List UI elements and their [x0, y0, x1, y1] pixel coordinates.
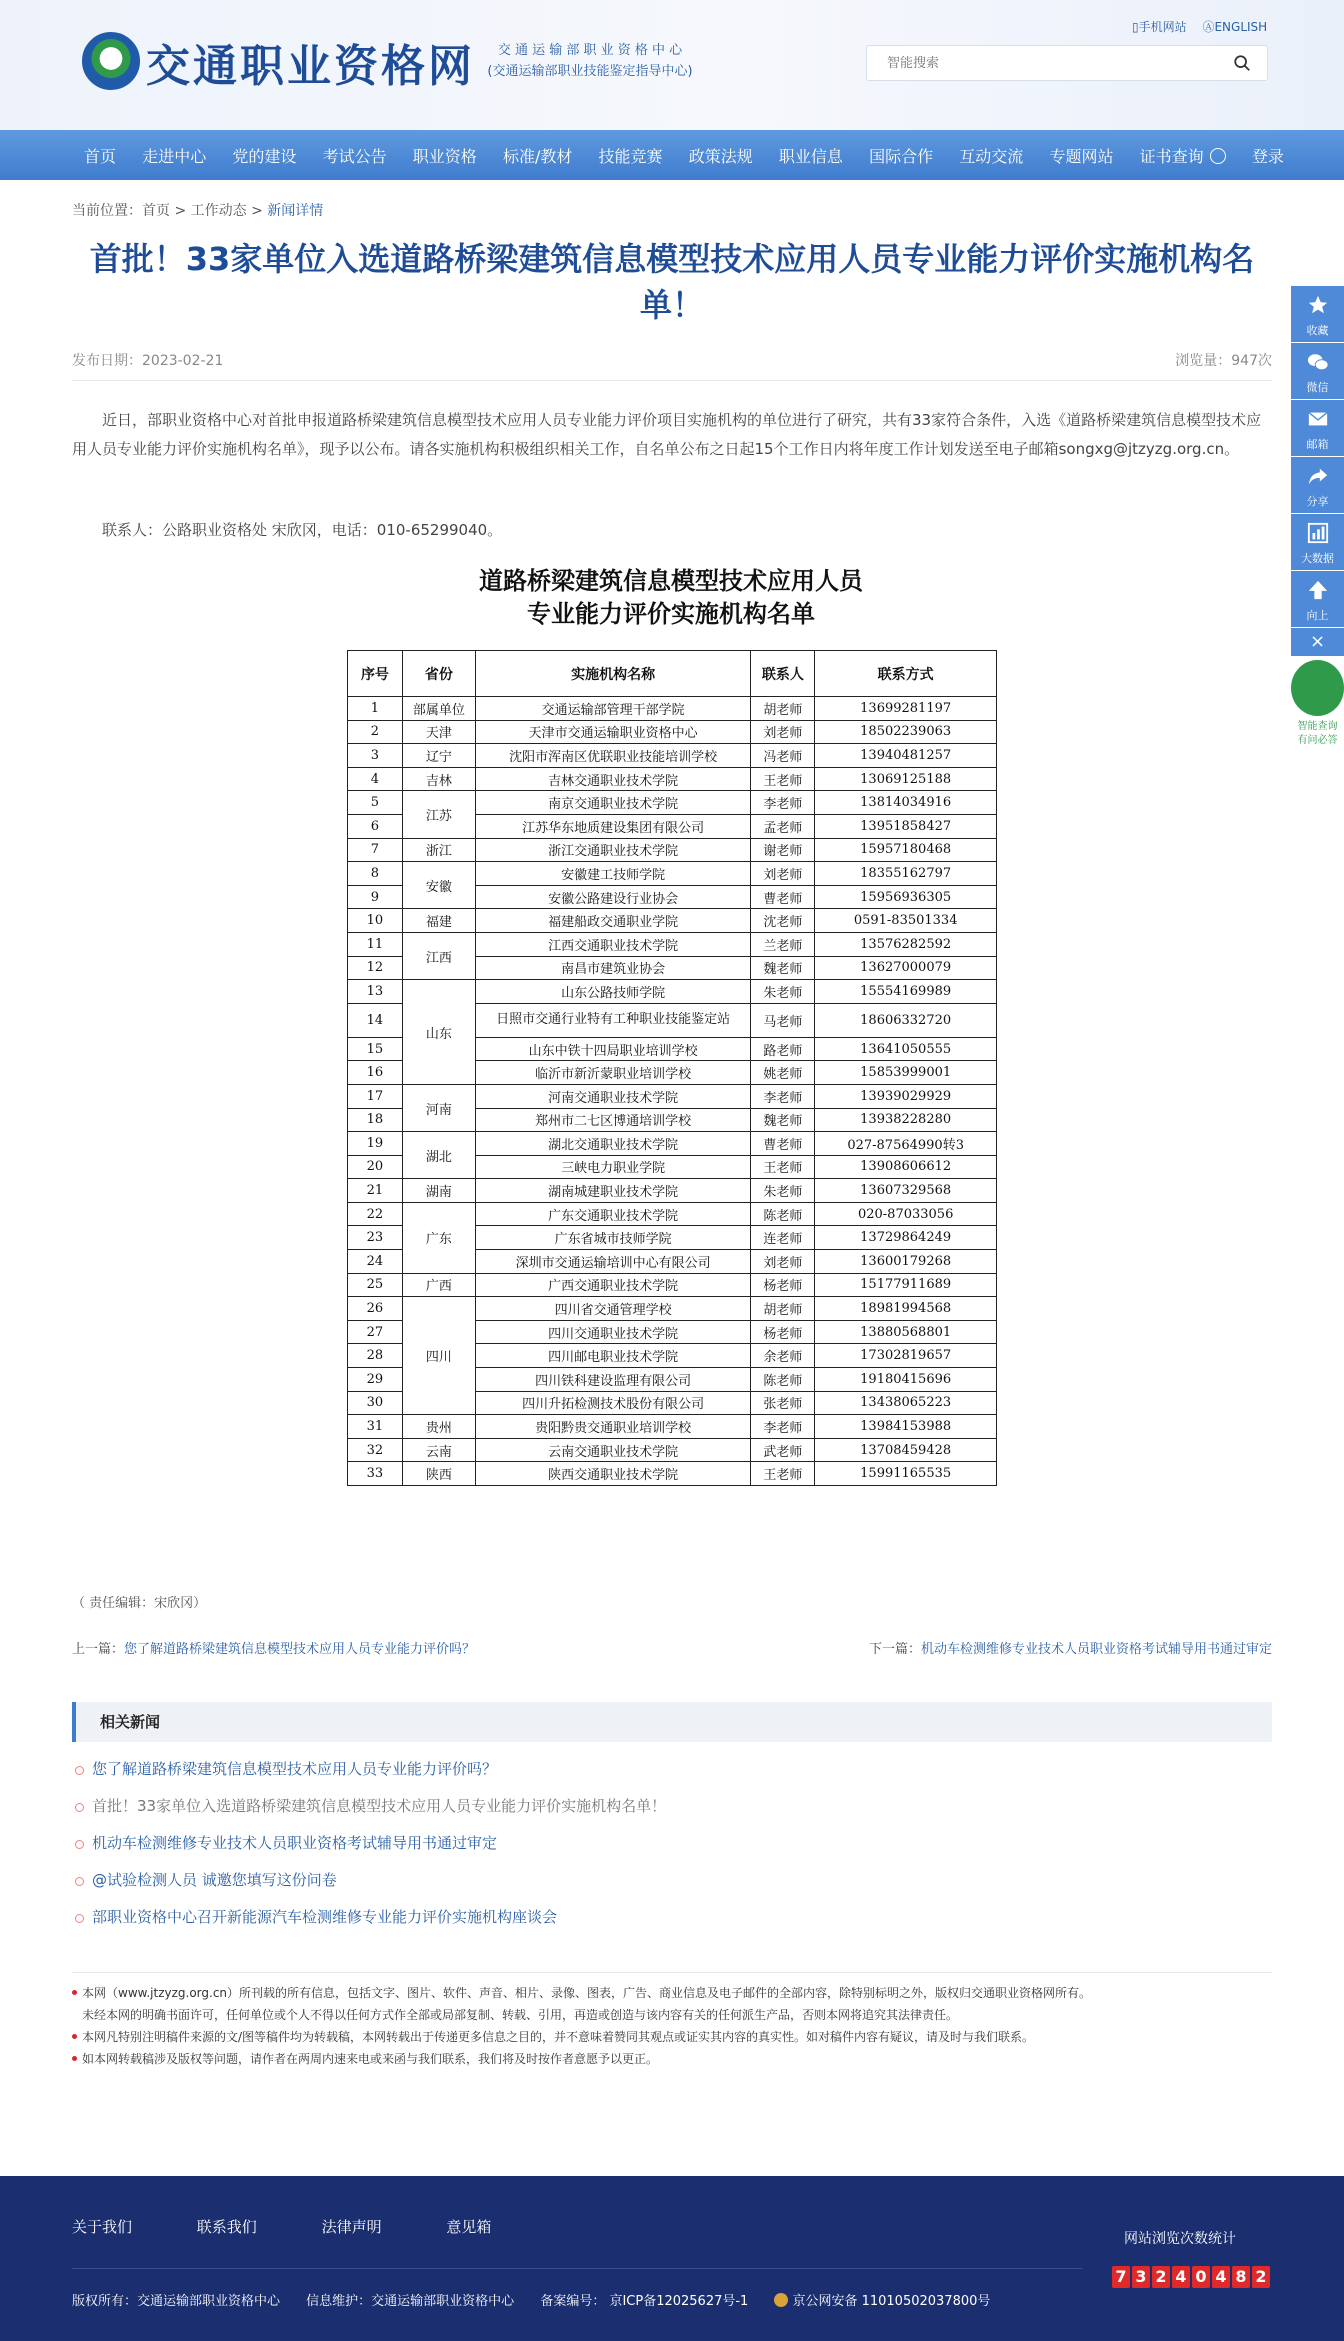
table-cell: 武老师: [751, 1438, 815, 1462]
article-paragraph: 近日，部职业资格中心对首批申报道路桥梁建筑信息模型技术应用人员专业能力评价项目实施机构的单位进行了研究，共有33家符合条件，入选《道路桥梁建筑信息模型技术应用人员专业能力评价实施机构名单》，现予以公布。请各实施机构积极组织相关工作，自名单公布之日起15个工作日内将年度工作计划发送至电子邮箱songxg@jtzyzg.org.cn。: [72, 411, 1262, 458]
info-maintainer: 信息维护：交通运输部职业资格中心: [306, 2294, 515, 2309]
view-count: 浏览量：947次: [1175, 353, 1272, 369]
table-cell: 27: [348, 1320, 403, 1344]
table-cell: 13576282592: [815, 932, 997, 956]
arrow-up-icon: [1307, 579, 1329, 601]
table-cell: 胡老师: [751, 697, 815, 721]
document-title-line-2: 专业能力评价实施机构名单: [527, 599, 815, 628]
table-cell: 11: [348, 932, 403, 956]
table-cell: 14: [348, 1003, 403, 1037]
next-article: [869, 1638, 1272, 1657]
table-cell: 路老师: [751, 1037, 815, 1061]
breadcrumb-current: 新闻详情: [267, 203, 324, 219]
table-row: [348, 1438, 997, 1462]
table-cell: 安徽建工技师学院: [475, 862, 751, 886]
institution-table: [347, 650, 997, 1486]
share-button[interactable]: [1291, 457, 1344, 513]
article-title: 首批！33家单位入选道路桥梁建筑信息模型技术应用人员专业能力评价实施机构名单！: [89, 240, 1255, 324]
contact-paragraph: 联系人：公路职业资格处 宋欣冈，电话：010-65299040。: [102, 521, 503, 539]
column-header: 实施机构名称: [475, 651, 751, 697]
search-input[interactable]: [867, 46, 1217, 80]
big-data-button[interactable]: [1291, 514, 1344, 570]
site-logo-title[interactable]: 交通职业资格网: [146, 41, 475, 92]
table-cell: 安徽公路建设行业协会: [475, 885, 751, 909]
table-cell: 陈老师: [751, 1368, 815, 1392]
notice-item: 本网（www.jtzyzg.org.cn）所刊载的所有信息，包括文字、图片、软件、声音、相片、录像、图表，广告、商业信息及电子邮件的全部内容，除特别标明之外，版权归交通职业资格网所有。: [72, 1982, 1272, 2004]
share-label: 分享: [1306, 495, 1329, 508]
table-cell: 13984153988: [815, 1415, 997, 1439]
table-cell: 广东交通职业技术学院: [475, 1202, 751, 1226]
table-body: [348, 697, 997, 1486]
table-cell: 南京交通职业技术学院: [475, 791, 751, 815]
table-cell: 马老师: [751, 1003, 815, 1037]
table-cell: 2: [348, 720, 403, 744]
table-cell: 沈老师: [751, 909, 815, 933]
table-cell: 广东省城市技师学院: [475, 1226, 751, 1250]
nav-item-info[interactable]: 职业信息: [778, 146, 843, 166]
mobile-site-link[interactable]: ▯手机网站: [1132, 20, 1187, 34]
table-cell: 13880568801: [815, 1320, 997, 1344]
footer-link-legal[interactable]: 法律声明: [321, 2218, 382, 2236]
table-cell: 曹老师: [751, 1132, 815, 1156]
table-cell: 王老师: [751, 1155, 815, 1179]
table-cell: 广东: [402, 1202, 475, 1273]
related-news-list: [72, 1758, 1272, 1943]
visit-stat-label: 网站浏览次数统计: [1124, 2231, 1236, 2247]
table-cell: 胡老师: [751, 1297, 815, 1321]
table-cell: 交通运输部管理干部学院: [475, 697, 751, 721]
table-cell: 江西: [402, 932, 475, 979]
document-title: [346, 564, 996, 630]
table-cell: 33: [348, 1462, 403, 1486]
table-cell: 浙江: [402, 838, 475, 862]
table-cell: 020-87033056: [815, 1202, 997, 1226]
related-news-item[interactable]: 机动车检测维修专业技术人员职业资格考试辅导用书通过审定: [72, 1832, 1272, 1869]
table-cell: 30: [348, 1391, 403, 1415]
table-cell: 13939029929: [815, 1084, 997, 1108]
counter-digit: 0: [1192, 2266, 1210, 2288]
search-box: [866, 45, 1268, 81]
table-cell: 辽宁: [402, 744, 475, 768]
table-cell: 连老师: [751, 1226, 815, 1250]
table-row: [348, 767, 997, 791]
site-footer: [0, 2176, 1344, 2341]
site-header: [0, 0, 1344, 130]
table-cell: 刘老师: [751, 1250, 815, 1274]
nav-item-certificate[interactable]: [1140, 144, 1226, 167]
table-cell: 深圳市交通运输培训中心有限公司: [475, 1250, 751, 1274]
favorite-label: 收藏: [1306, 324, 1329, 337]
table-cell: 17: [348, 1084, 403, 1108]
table-cell: 18355162797: [815, 862, 997, 886]
notice-item: 未经本网的明确书面许可，任何单位或个人不得以任何方式作全部或局部复制、转载、引用，再造或创造与该内容有关的任何派生产品，否则本网将追究其法律责任。: [82, 2008, 959, 2022]
previous-article: [72, 1638, 475, 1657]
table-cell: 吉林交通职业技术学院: [475, 767, 751, 791]
table-cell: 32: [348, 1438, 403, 1462]
table-cell: 13627000079: [815, 956, 997, 980]
user-icon: [1210, 148, 1226, 164]
next-article-link[interactable]: 机动车检测维修专业技术人员职业资格考试辅导用书通过审定: [920, 1642, 1272, 1657]
table-cell: 山东公路技师学院: [475, 980, 751, 1004]
table-cell: 王老师: [751, 1462, 815, 1486]
top-links: [1132, 18, 1279, 35]
table-row: [348, 862, 997, 886]
table-cell: 15177911689: [815, 1273, 997, 1297]
table-cell: 四川省交通管理学校: [475, 1297, 751, 1321]
table-cell: 江西交通职业技术学院: [475, 932, 751, 956]
english-link[interactable]: ⒶENGLISH: [1202, 20, 1268, 34]
table-cell: 郑州市二七区博通培训学校: [475, 1108, 751, 1132]
table-cell: 云南: [402, 1438, 475, 1462]
column-header: 序号: [348, 651, 403, 697]
table-row: [348, 1462, 997, 1486]
divider: [72, 380, 1272, 381]
nav-item-standards[interactable]: 标准/教材: [502, 146, 573, 166]
table-cell: 浙江交通职业技术学院: [475, 838, 751, 862]
table-cell: 13814034916: [815, 791, 997, 815]
smart-assistant[interactable]: [1291, 660, 1344, 748]
previous-article-link[interactable]: 您了解道路桥梁建筑信息模型技术应用人员专业能力评价吗？: [124, 1642, 476, 1657]
table-cell: 13438065223: [815, 1391, 997, 1415]
table-cell: 19180415696: [815, 1368, 997, 1392]
table-cell: 7: [348, 838, 403, 862]
table-cell: 13938228280: [815, 1108, 997, 1132]
table-cell: 山东中铁十四局职业培训学校: [475, 1037, 751, 1061]
breadcrumb-prefix: 当前位置：: [72, 203, 142, 219]
table-cell: 福建船政交通职业学院: [475, 909, 751, 933]
counter-digit: 3: [1132, 2266, 1150, 2288]
table-cell: 4: [348, 767, 403, 791]
table-cell: 13607329568: [815, 1179, 997, 1203]
wechat-button[interactable]: [1291, 343, 1344, 399]
table-cell: 孟老师: [751, 814, 815, 838]
related-news-heading: 相关新闻: [72, 1702, 1272, 1742]
table-cell: 027-87564990转3: [815, 1132, 997, 1156]
table-cell: 杨老师: [751, 1273, 815, 1297]
english-label: ENGLISH: [1214, 20, 1268, 34]
table-row: [348, 697, 997, 721]
table-cell: 余老师: [751, 1344, 815, 1368]
table-cell: 29: [348, 1368, 403, 1392]
main-nav: [0, 130, 1344, 180]
table-cell: 广西: [402, 1273, 475, 1297]
table-cell: 四川交通职业技术学院: [475, 1320, 751, 1344]
mobile-site-label: 手机网站: [1138, 20, 1187, 34]
nav-item-international[interactable]: 国际合作: [869, 146, 934, 166]
table-cell: 13708459428: [815, 1438, 997, 1462]
footer-link-contact[interactable]: 联系我们: [196, 2218, 257, 2236]
nav-item-competition[interactable]: 技能竞赛: [598, 146, 663, 166]
table-cell: 湖南城建职业技术学院: [475, 1179, 751, 1203]
table-cell: 临沂市新沂蒙职业培训学校: [475, 1061, 751, 1085]
table-cell: 刘老师: [751, 862, 815, 886]
breadcrumb-separator: >: [174, 203, 187, 219]
notice-item: 如本网转载稿涉及版权等问题，请作者在两周内速来电或来函与我们联系，我们将及时按作者意愿予以更正。: [72, 2048, 1272, 2070]
table-cell: 15956936305: [815, 885, 997, 909]
table-row: [348, 909, 997, 933]
share-icon: [1307, 465, 1329, 487]
table-cell: 山东: [402, 980, 475, 1085]
table-cell: 贵阳黔贵交通职业培训学校: [475, 1415, 751, 1439]
counter-digit: 2: [1252, 2266, 1270, 2288]
table-cell: 天津: [402, 720, 475, 744]
table-row: [348, 1297, 997, 1321]
close-icon[interactable]: ×: [1291, 628, 1344, 656]
table-cell: 18502239063: [815, 720, 997, 744]
email-label: 邮箱: [1306, 438, 1329, 451]
footer-copyright: [72, 2290, 1012, 2309]
wechat-label: 微信: [1306, 381, 1329, 394]
nav-item-home[interactable]: 首页: [84, 146, 117, 166]
table-cell: 杨老师: [751, 1320, 815, 1344]
table-row: [348, 980, 997, 1004]
table-cell: 张老师: [751, 1391, 815, 1415]
table-cell: 朱老师: [751, 980, 815, 1004]
table-cell: 兰老师: [751, 932, 815, 956]
email-button[interactable]: [1291, 400, 1344, 456]
next-label: 下一篇：: [868, 1642, 921, 1657]
table-cell: 1: [348, 697, 403, 721]
notice-item: 本网凡特别注明稿件来源的文/图等稿件均为转载稿，本网转载出于传递更多信息之目的，并不意味着赞同其观点或证实其内容的真实性。如对稿件内容有疑议，请及时与我们联系。: [72, 2026, 1272, 2048]
table-cell: 冯老师: [751, 744, 815, 768]
back-to-top-button[interactable]: [1291, 571, 1344, 627]
table-cell: 15957180468: [815, 838, 997, 862]
table-cell: 28: [348, 1344, 403, 1368]
table-cell: 15853999001: [815, 1061, 997, 1085]
table-cell: 3: [348, 744, 403, 768]
table-cell: 江苏: [402, 791, 475, 838]
table-cell: 四川升拓检测技术股份有限公司: [475, 1391, 751, 1415]
floating-sidebar: [1291, 286, 1344, 656]
table-row: [348, 720, 997, 744]
table-cell: 21: [348, 1179, 403, 1203]
table-cell: 15554169989: [815, 980, 997, 1004]
nav-item-exam[interactable]: 考试公告: [322, 146, 387, 166]
table-cell: 谢老师: [751, 838, 815, 862]
responsible-editor: （ 责任编辑：宋欣冈）: [72, 1596, 207, 1611]
table-cell: 王老师: [751, 767, 815, 791]
table-cell: 5: [348, 791, 403, 815]
table-cell: 18: [348, 1108, 403, 1132]
table-cell: 三峡电力职业学院: [475, 1155, 751, 1179]
table-cell: 朱老师: [751, 1179, 815, 1203]
table-cell: 湖北交通职业技术学院: [475, 1132, 751, 1156]
table-cell: 18606332720: [815, 1003, 997, 1037]
nav-item-qualification[interactable]: 职业资格: [412, 146, 477, 166]
table-cell: 12: [348, 956, 403, 980]
table-cell: 18981994568: [815, 1297, 997, 1321]
mail-icon: [1307, 408, 1329, 430]
table-cell: 24: [348, 1250, 403, 1274]
table-cell: 13729864249: [815, 1226, 997, 1250]
table-cell: 河南交通职业技术学院: [475, 1084, 751, 1108]
table-row: [348, 932, 997, 956]
certificate-label: 证书查询: [1139, 146, 1204, 166]
table-cell: 31: [348, 1415, 403, 1439]
table-cell: 魏老师: [751, 956, 815, 980]
star-icon: [1307, 294, 1329, 316]
related-news-item[interactable]: 首批！33家单位入选道路桥梁建筑信息模型技术应用人员专业能力评价实施机构名单！: [72, 1795, 1272, 1832]
assistant-avatar-icon: [1291, 660, 1344, 716]
counter-digit: 4: [1212, 2266, 1230, 2288]
divider: [72, 1972, 1272, 1973]
table-cell: 23: [348, 1226, 403, 1250]
table-row: [348, 1132, 997, 1156]
chart-icon: [1307, 522, 1329, 544]
table-cell: 魏老师: [751, 1108, 815, 1132]
subtitle-line-2: (交通运输部职业技能鉴定指导中心): [487, 64, 693, 79]
related-news-item[interactable]: 您了解道路桥梁建筑信息模型技术应用人员专业能力评价吗？: [72, 1758, 1272, 1795]
table-cell: 15991165535: [815, 1462, 997, 1486]
table-cell: 河南: [402, 1084, 475, 1131]
table-row: [348, 1179, 997, 1203]
table-cell: 姚老师: [751, 1061, 815, 1085]
breadcrumb: [72, 200, 323, 220]
column-header: 省份: [402, 651, 475, 697]
table-cell: 19: [348, 1132, 403, 1156]
table-cell: 福建: [402, 909, 475, 933]
counter-digit: 4: [1172, 2266, 1190, 2288]
breadcrumb-section[interactable]: 工作动态: [190, 203, 247, 219]
table-cell: 南昌市建筑业协会: [475, 956, 751, 980]
table-cell: 16: [348, 1061, 403, 1085]
counter-digit: 2: [1152, 2266, 1170, 2288]
table-cell: 云南交通职业技术学院: [475, 1438, 751, 1462]
assistant-label-2: 有问必答: [1297, 735, 1338, 746]
table-row: [348, 838, 997, 862]
table-cell: 6: [348, 814, 403, 838]
table-cell: 9: [348, 885, 403, 909]
table-row: [348, 1084, 997, 1108]
column-header: 联系方式: [815, 651, 997, 697]
table-cell: 四川: [402, 1297, 475, 1415]
back-to-top-label: 向上: [1306, 609, 1329, 622]
table-row: [348, 1273, 997, 1297]
table-cell: 四川邮电职业技术学院: [475, 1344, 751, 1368]
table-cell: 李老师: [751, 1084, 815, 1108]
breadcrumb-separator: >: [251, 203, 263, 219]
table-cell: 陕西交通职业技术学院: [475, 1462, 751, 1486]
police-badge-icon: [774, 2293, 788, 2307]
table-cell: 部属单位: [402, 697, 475, 721]
search-icon[interactable]: [1233, 54, 1251, 72]
table-cell: 陕西: [402, 1462, 475, 1486]
table-cell: 湖南: [402, 1179, 475, 1203]
counter-digit: 8: [1232, 2266, 1250, 2288]
nav-item-party[interactable]: 党的建设: [232, 146, 297, 166]
related-news-item[interactable]: 部职业资格中心召开新能源汽车检测维修专业能力评价实施机构座谈会: [72, 1906, 1272, 1943]
table-cell: 天津市交通运输职业资格中心: [475, 720, 751, 744]
table-cell: 22: [348, 1202, 403, 1226]
table-cell: 江苏华东地质建设集团有限公司: [475, 814, 751, 838]
nav-item-about[interactable]: 走进中心: [142, 146, 207, 166]
table-cell: 沈阳市浑南区优联职业技能培训学校: [475, 744, 751, 768]
footer-link-feedback[interactable]: 意见箱: [446, 2218, 492, 2236]
site-logo-icon[interactable]: [82, 32, 140, 90]
nav-item-login[interactable]: 登录: [1251, 146, 1284, 166]
table-cell: 20: [348, 1155, 403, 1179]
table-cell: 刘老师: [751, 720, 815, 744]
table-cell: 13641050555: [815, 1037, 997, 1061]
nav-item-interaction[interactable]: 互动交流: [959, 146, 1024, 166]
nav-item-policy[interactable]: 政策法规: [688, 146, 753, 166]
table-cell: 13951858427: [815, 814, 997, 838]
table-cell: 湖北: [402, 1132, 475, 1179]
table-cell: 曹老师: [751, 885, 815, 909]
table-cell: 13699281197: [815, 697, 997, 721]
footer-links: [72, 2216, 551, 2237]
breadcrumb-home[interactable]: 首页: [142, 203, 170, 219]
table-cell: 8: [348, 862, 403, 886]
subtitle-line-1: 交 通 运 输 部 职 业 资 格 中 心: [497, 43, 683, 58]
table-row: [348, 1415, 997, 1439]
table-header-row: [348, 651, 997, 697]
nav-item-topics[interactable]: 专题网站: [1049, 146, 1114, 166]
copyright-owner: 版权所有：交通运输部职业资格中心: [72, 2294, 281, 2309]
publish-date: 发布日期：2023-02-21: [72, 353, 224, 369]
table-cell: 10: [348, 909, 403, 933]
table-cell: 15: [348, 1037, 403, 1061]
counter-digit: 7: [1112, 2266, 1130, 2288]
visit-counter: [1112, 2266, 1270, 2288]
table-cell: 13: [348, 980, 403, 1004]
footer-divider: [72, 2268, 1082, 2269]
previous-label: 上一篇：: [72, 1642, 125, 1657]
site-subtitle: [480, 40, 700, 82]
police-record[interactable]: [774, 2294, 990, 2309]
table-row: [348, 1202, 997, 1226]
table-cell: 26: [348, 1297, 403, 1321]
wechat-icon: [1307, 351, 1329, 373]
table-cell: 吉林: [402, 767, 475, 791]
footer-link-about[interactable]: 关于我们: [72, 2218, 133, 2236]
table-row: [348, 744, 997, 768]
table-cell: 贵州: [402, 1415, 475, 1439]
table-cell: 李老师: [751, 1415, 815, 1439]
table-cell: 陈老师: [751, 1202, 815, 1226]
table-cell: 13908606612: [815, 1155, 997, 1179]
table-cell: 日照市交通行业特有工种职业技能鉴定站: [475, 1003, 751, 1037]
police-record-label: 京公网安备 11010502037800号: [792, 2294, 991, 2309]
icp-number[interactable]: 备案编号： 京ICP备12025627号-1: [540, 2294, 749, 2309]
table-cell: 13600179268: [815, 1250, 997, 1274]
table-cell: 广西交通职业技术学院: [475, 1273, 751, 1297]
document-title-line-1: 道路桥梁建筑信息模型技术应用人员: [479, 566, 863, 595]
related-news-item[interactable]: @试验检测人员 诚邀您填写这份问卷: [72, 1869, 1272, 1906]
table-cell: 四川铁科建设监理有限公司: [475, 1368, 751, 1392]
table-cell: 安徽: [402, 862, 475, 909]
table-cell: 25: [348, 1273, 403, 1297]
table-cell: 0591-83501334: [815, 909, 997, 933]
copyright-notice: [72, 1982, 1272, 2070]
big-data-label: 大数据: [1301, 552, 1334, 565]
table-cell: 李老师: [751, 791, 815, 815]
favorite-button[interactable]: [1291, 286, 1344, 342]
table-cell: 17302819657: [815, 1344, 997, 1368]
table-cell: 13069125188: [815, 767, 997, 791]
table-row: [348, 791, 997, 815]
column-header: 联系人: [751, 651, 815, 697]
assistant-label-1: 智能查询: [1297, 721, 1338, 732]
table-cell: 13940481257: [815, 744, 997, 768]
